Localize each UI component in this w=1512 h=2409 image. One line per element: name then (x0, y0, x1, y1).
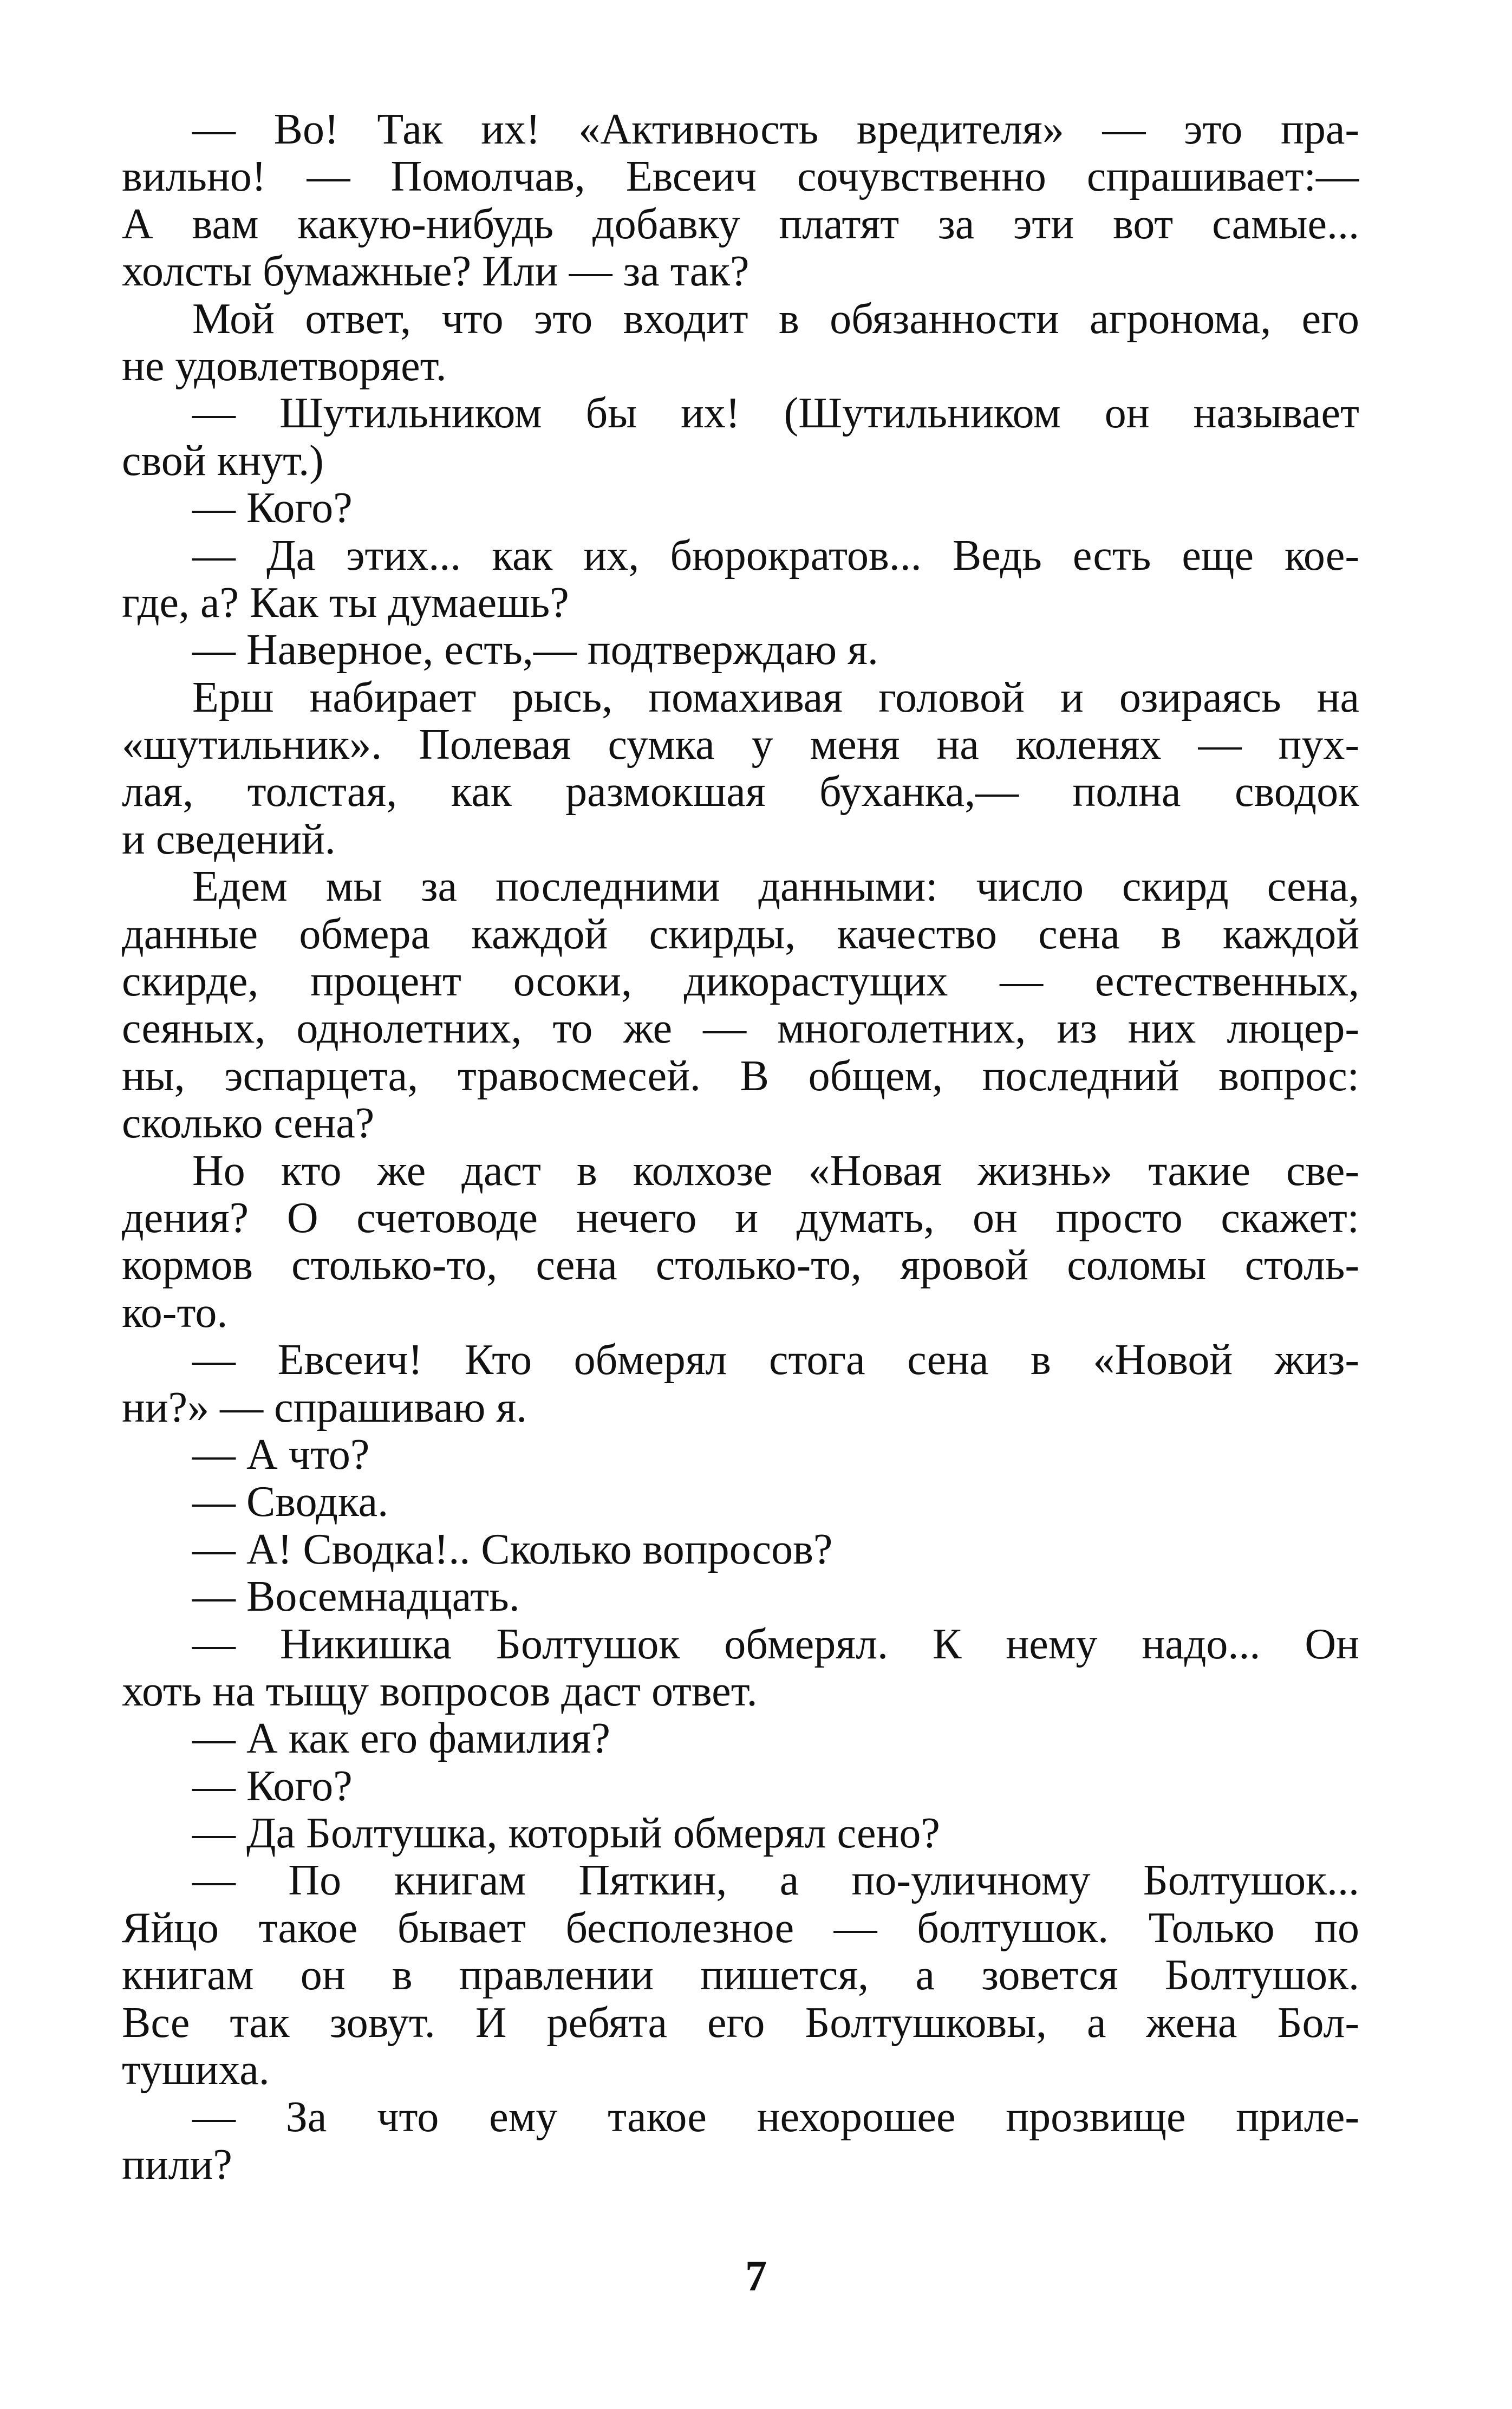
text-line: — Во! Так их! «Активность вредителя» — это пра- (192, 106, 1359, 153)
text-line: ны, эспарцета, травосмесей. В общем, последний вопрос: (122, 1052, 1359, 1100)
text-line: — Наверное, есть,— подтверждаю я. (192, 627, 878, 674)
text-line: — По книгам Пяткин, а по-уличному Болтушок... (192, 1857, 1359, 1905)
text-line: и сведений. (122, 816, 336, 863)
text-line: — А что? (192, 1431, 370, 1479)
text-line: — Евсеич! Кто обмерял стога сена в «Новой жиз- (192, 1337, 1359, 1384)
text-line: — Шутильником бы их! (Шутильником он называет (192, 390, 1359, 438)
text-line: А вам какую-нибудь добавку платят за эти вот самые... (122, 200, 1359, 248)
text-line: Ерш набирает рысь, помахивая головой и озираясь на (192, 674, 1359, 721)
text-line: — Да этих... как их, бюрократов... Ведь есть еще кое- (192, 532, 1359, 580)
text-line: Мой ответ, что это входит в обязанности агронома, его (192, 295, 1359, 343)
text-line: сколько сена? (122, 1100, 375, 1148)
text-line: хоть на тыщу вопросов даст ответ. (122, 1668, 758, 1715)
text-line: — Восемнадцать. (192, 1573, 520, 1621)
text-line: Яйцо такое бывает бесполезное — болтушок. Только по (122, 1904, 1359, 1952)
text-line: пили? (122, 2141, 232, 2189)
text-line: Все так зовут. И ребята его Болтушковы, а жена Бол- (122, 1999, 1359, 2047)
page-number: 7 (745, 2252, 767, 2300)
text-line: лая, толстая, как размокшая буханка,— полна сводок (122, 769, 1359, 816)
text-line: сеяных, однолетних, то же — многолетних, из них люцер- (122, 1005, 1359, 1053)
text-line: тушиха. (122, 2047, 270, 2094)
text-line: Но кто же даст в колхозе «Новая жизнь» такие све- (192, 1147, 1359, 1195)
page-text (122, 106, 1359, 2189)
text-line: — Кого? (192, 1762, 353, 1810)
text-line: ни?» — спрашиваю я. (122, 1384, 527, 1431)
text-line: — А! Сводка!.. Сколько вопросов? (192, 1526, 833, 1573)
text-line: свой кнут.) (122, 437, 324, 485)
text-line: — Сводка. (192, 1479, 389, 1526)
text-line: — Никишка Болтушок обмерял. К нему надо... Он (192, 1620, 1359, 1668)
text-line: где, а? Как ты думаешь? (122, 579, 569, 627)
text-line: кормов столько-то, сена столько-то, яровой соломы столь- (122, 1242, 1359, 1290)
text-line: — За что ему такое нехорошее прозвище прилe- (192, 2094, 1359, 2141)
text-line: данные обмера каждой скирды, качество сена в каждой (122, 910, 1359, 958)
text-line: — А как его фамилия? (192, 1715, 610, 1763)
text-line: холсты бумажные? Или — за так? (122, 248, 750, 296)
text-line: — Кого? (192, 485, 353, 532)
text-line: «шутильник». Полевая сумка у меня на коленях — пух- (122, 721, 1359, 769)
text-line: ко-то. (122, 1289, 228, 1337)
text-line: книгам он в правлении пишется, а зовется Болтушок. (122, 1952, 1359, 2000)
text-line: не удовлетворяет. (122, 342, 447, 390)
text-line: скирде, процент осоки, дикорастущих — естественных, (122, 958, 1359, 1006)
text-line: Едем мы за последними данными: число скирд сена, (192, 863, 1359, 911)
text-line: — Да Болтушка, который обмерял сено? (192, 1810, 940, 1858)
text-line: вильно! — Помолчав, Евсеич сочувственно спрашивает:— (122, 153, 1359, 201)
text-line: дения? О счетоводе нечего и думать, он просто скажет: (122, 1194, 1359, 1242)
